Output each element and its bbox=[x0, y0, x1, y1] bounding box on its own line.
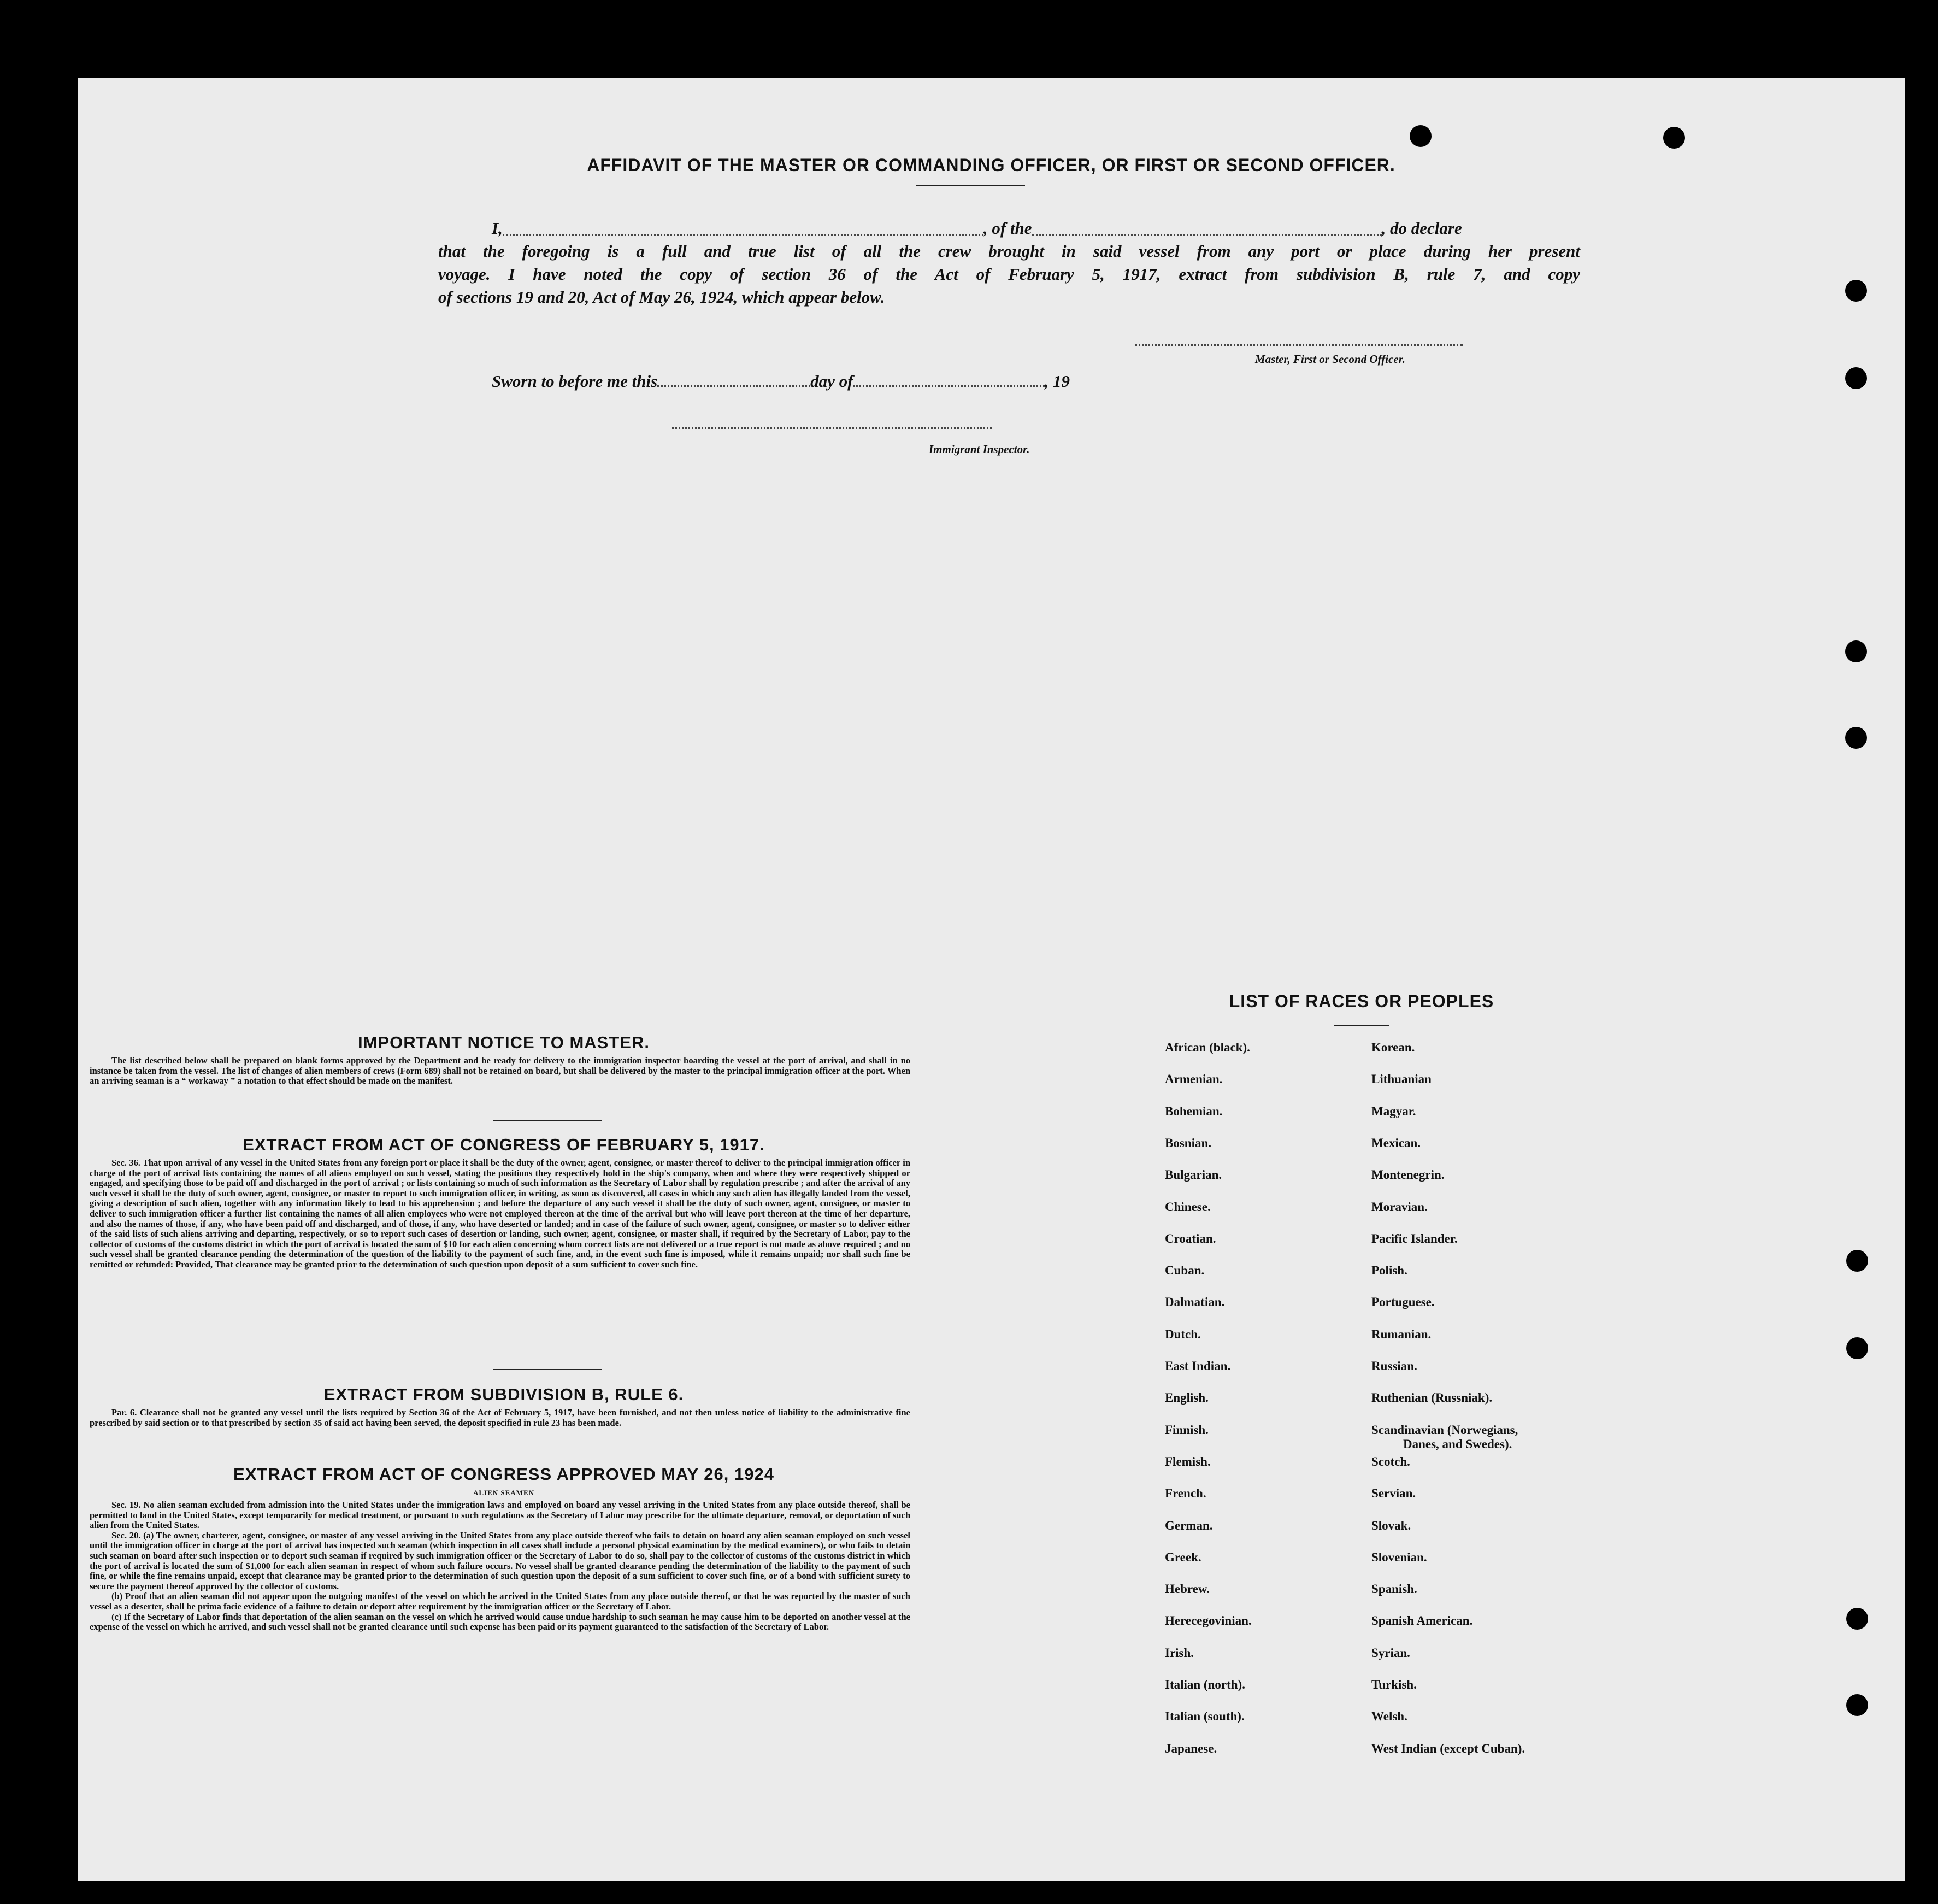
race-item: Irish. bbox=[1165, 1646, 1194, 1660]
day-of-label: day of bbox=[810, 372, 853, 391]
body-line-3: of sections 19 and 20, Act of May 26, 1924, which appear below. bbox=[438, 287, 885, 307]
extract-1917-title: EXTRACT FROM ACT OF CONGRESS OF FEBRUARY 5, 1917. bbox=[243, 1135, 765, 1154]
race-item: Herecegovinian. bbox=[1165, 1614, 1252, 1628]
punch-hole bbox=[1410, 125, 1432, 147]
document-page bbox=[78, 78, 1905, 1881]
race-item: Greek. bbox=[1165, 1550, 1201, 1564]
race-item: Montenegrin. bbox=[1371, 1168, 1445, 1182]
name-field[interactable] bbox=[503, 234, 983, 236]
punch-hole bbox=[1845, 280, 1867, 302]
affidavit-body bbox=[438, 217, 1580, 309]
par-6-text: Par. 6. Clearance shall not be granted any vessel until the lists required by Section 36 of the Act of February 5, 1917, have been furnished, and not then unless notice of liability to the administrative fine prescribed by said section or to that prescribed by section 35 of said act having been served, the deposit specified in rule 23 has been made. bbox=[90, 1407, 910, 1428]
race-item: Dutch. bbox=[1165, 1327, 1201, 1341]
race-item: English. bbox=[1165, 1391, 1209, 1405]
sworn-day-field[interactable] bbox=[657, 385, 810, 387]
race-item: Spanish. bbox=[1371, 1582, 1417, 1596]
extract-1924-title: EXTRACT FROM ACT OF CONGRESS APPROVED MAY 26, 1924 bbox=[233, 1465, 774, 1484]
vessel-field[interactable] bbox=[1032, 234, 1382, 236]
race-item: Turkish. bbox=[1371, 1678, 1417, 1691]
race-item: Syrian. bbox=[1371, 1646, 1410, 1660]
affidavit-title: AFFIDAVIT OF THE MASTER OR COMMANDING OFFICER, OR FIRST OR SECOND OFFICER. bbox=[587, 155, 1395, 175]
notice-title: IMPORTANT NOTICE TO MASTER. bbox=[358, 1033, 650, 1052]
extract-1924-body bbox=[90, 1500, 910, 1632]
races-title: LIST OF RACES OR PEOPLES bbox=[1229, 991, 1494, 1011]
race-item: Magyar. bbox=[1371, 1104, 1416, 1118]
i-label: I, bbox=[492, 219, 503, 238]
race-item: Bosnian. bbox=[1165, 1136, 1212, 1150]
sworn-label: Sworn to before me this bbox=[492, 372, 658, 391]
inspector-caption: Immigrant Inspector. bbox=[929, 443, 1030, 456]
race-item: Ruthenian (Russniak). bbox=[1371, 1391, 1493, 1405]
punch-hole bbox=[1845, 727, 1867, 749]
race-item: Japanese. bbox=[1165, 1741, 1217, 1755]
race-item: Flemish. bbox=[1165, 1454, 1211, 1468]
notice-text: The list described below shall be prepared on blank forms approved by the Department and be ready for delivery to the immigration inspector boarding the vessel at the port of arrival, and shall in no instance be taken from the vessel. The list of changes of alien members of crews (Form 689) shall not be retained on board, but shall be delivered by the master to the principal immigration officer at the port. When an arriving seaman is a “ workaway ” a notation to that effect should be made on the manifest. bbox=[90, 1055, 910, 1086]
race-item: Mexican. bbox=[1371, 1136, 1421, 1150]
race-item: Korean. bbox=[1371, 1041, 1415, 1054]
sec-20a-text: Sec. 20. (a) The owner, charterer, agent, consignee, or master of any vessel arriving in the United States from any place outside thereof who fails to detain on board any alien seaman employed on such vessel until the immigration officer in charge at the port of arrival has inspected such seaman (which inspection in all cases shall include a personal physical examination by the medical examiners), or who fails to detain such seaman on board after such inspection or to deport such seaman if required by such immigration officer or the Secretary of Labor to do so, shall pay to the collector of customs of the customs district in which the port of arrival is located the sum of $1,000 for each alien seaman in respect of whom such failure occurs. No vessel shall be granted clearance pending the determination of the liability to the payment of such fine, or while the fine remains unpaid, except that clearance may be granted prior to the determination of such question upon the deposit of a sum sufficient to cover such fine, or of a bond with sufficient surety to secure the payment thereof approved by the collector of customs. bbox=[90, 1530, 910, 1591]
race-item: Polish. bbox=[1371, 1264, 1407, 1278]
race-item: German. bbox=[1165, 1518, 1213, 1532]
race-item: Chinese. bbox=[1165, 1200, 1211, 1214]
body-line-2: voyage. I have noted the copy of section 36 of the Act of February 5, 1917, extract from subdivision B, rule 7, and copy bbox=[438, 265, 1580, 284]
body-line-1: that the foregoing is a full and true list of all the crew brought in said vessel from any port or place during her present bbox=[438, 242, 1580, 261]
punch-hole bbox=[1845, 640, 1867, 662]
sec-20b-text: (b) Proof that an alien seaman did not appear upon the outgoing manifest of the vessel on which he arrived in the United States from any place outside thereof, or that he was reported by the master of such vessel as a deserter, shall be prima facie evidence of a failure to detain or deport after requirement by the immigration officer or the Secretary of Labor. bbox=[90, 1591, 910, 1612]
section-divider bbox=[493, 1369, 602, 1370]
race-item: Scandinavian (Norwegians, bbox=[1371, 1423, 1518, 1437]
race-item: Danes, and Swedes). bbox=[1403, 1437, 1512, 1451]
declaration-line bbox=[492, 217, 1580, 240]
race-item: Moravian. bbox=[1371, 1200, 1428, 1214]
race-item: East Indian. bbox=[1165, 1359, 1231, 1373]
section-divider bbox=[493, 1120, 602, 1121]
extract-rule6-body bbox=[90, 1408, 910, 1428]
officer-signature-line[interactable] bbox=[1135, 344, 1463, 346]
race-item: Bulgarian. bbox=[1165, 1168, 1222, 1182]
race-item: Servian. bbox=[1371, 1486, 1416, 1501]
punch-hole bbox=[1846, 1250, 1868, 1272]
race-item: Rumanian. bbox=[1371, 1327, 1432, 1341]
race-item: West Indian (except Cuban). bbox=[1371, 1741, 1525, 1755]
race-item: Armenian. bbox=[1165, 1072, 1223, 1086]
race-item: Italian (south). bbox=[1165, 1709, 1245, 1724]
alien-seamen-subtitle: ALIEN SEAMEN bbox=[473, 1489, 535, 1497]
punch-hole bbox=[1846, 1337, 1868, 1359]
race-item: Bohemian. bbox=[1165, 1104, 1223, 1118]
punch-hole bbox=[1846, 1694, 1868, 1716]
sec-20c-text: (c) If the Secretary of Labor finds that deportation of the alien seaman on the vessel on which he arrived would cause undue hardship to such seaman he may cause him to be deported on another vessel at the expense of the vessel on which he arrived, and such vessel shall not be granted clearance until such expense has been paid or its payment guaranteed to the satisfaction of the Secretary of Labor. bbox=[90, 1611, 910, 1632]
punch-hole bbox=[1846, 1608, 1868, 1630]
notice-body bbox=[90, 1056, 910, 1086]
of-the-label: , of the bbox=[983, 219, 1032, 238]
race-item: Cuban. bbox=[1165, 1264, 1205, 1278]
title-underline bbox=[916, 185, 1025, 186]
race-item: Finnish. bbox=[1165, 1423, 1209, 1437]
race-item: Slovenian. bbox=[1371, 1550, 1427, 1564]
races-title-underline bbox=[1334, 1025, 1389, 1026]
race-item: Russian. bbox=[1371, 1359, 1417, 1373]
sworn-line bbox=[492, 372, 1070, 391]
punch-hole bbox=[1845, 367, 1867, 389]
officer-signature-caption: Master, First or Second Officer. bbox=[1255, 352, 1405, 366]
race-item: Scotch. bbox=[1371, 1454, 1410, 1468]
race-item: French. bbox=[1165, 1486, 1206, 1501]
year-label: , 19 bbox=[1044, 372, 1070, 391]
race-item: African (black). bbox=[1165, 1041, 1250, 1054]
do-declare-label: , do declare bbox=[1381, 219, 1462, 238]
race-item: Spanish American. bbox=[1371, 1614, 1473, 1628]
race-item: Croatian. bbox=[1165, 1231, 1216, 1245]
section-36-text: Sec. 36. That upon arrival of any vessel in the United States from any foreign port or place it shall be the duty of the owner, agent, consignee, or master thereof to deliver to the principal immigration officer in charge of the port of arrival lists containing the names of all aliens employed on such vessel, stating the positions they respectively hold in the ship's company, when and where they were respectively shipped or engaged, and specifying those to be paid off and discharged in the port of arrival ; or lists containing so much of such information as the Secretary of Labor shall by regulation prescribe ; and after the arrival of any such vessel it shall be the duty of such owner, agent, consignee, or master to report to such immigration officer, in writing, as soon as discovered, all cases in which any such alien has illegally landed from the vessel, giving a description of such alien, together with any information likely to lead to his apprehension ; and before the departure of any such vessel it shall be the duty of such owner, agent, consignee, or master to deliver to such immigration officer a further list containing the names of all alien employees who were not employed thereon at the time of the arrival but who will leave port thereon at the time of her departure, and also the names of those, if any, who have been paid off and discharged, and of those, if any, who have deserted or landed; and in case of the failure of such owner, agent, consignee, or master so to deliver either of the said lists of such aliens arriving and departing, respectively, or so to report such cases of desertion or landing, such owner, agent, consignee, or master shall, if required by the Secretary of Labor, pay to the collector of customs of the customs district in which the port of arrival is located the sum of $10 for each alien concerning whom correct lists are not delivered or a true report is not made as above required ; and no such vessel shall be granted clearance pending the determination of the question of the liability to the payment of such fine, and, in the event such fine is imposed, while it remains unpaid; nor shall such fine be remitted or refunded: Provided, That clearance may be granted prior to the determination of such question upon deposit of a sum sufficient to cover such fine. bbox=[90, 1157, 910, 1270]
race-item: Lithuanian bbox=[1371, 1072, 1432, 1086]
extract-rule6-title: EXTRACT FROM SUBDIVISION B, RULE 6. bbox=[323, 1385, 684, 1404]
race-item: Hebrew. bbox=[1165, 1582, 1210, 1596]
race-item: Pacific Islander. bbox=[1371, 1231, 1458, 1245]
extract-1917-body bbox=[90, 1158, 910, 1270]
inspector-signature-line[interactable] bbox=[672, 427, 992, 429]
race-item: Dalmatian. bbox=[1165, 1295, 1225, 1309]
race-item: Slovak. bbox=[1371, 1518, 1411, 1532]
race-item: Portuguese. bbox=[1371, 1295, 1435, 1309]
punch-hole bbox=[1663, 127, 1685, 149]
race-item: Welsh. bbox=[1371, 1709, 1407, 1724]
sec-19-text: Sec. 19. No alien seaman excluded from admission into the United States under the immigration laws and employed on board any vessel arriving in the United States from any place outside thereof, shall be permitted to land in the United States, except temporarily for medical treatment, or pursuant to such regulations as the Secretary of Labor may prescribe for the ultimate departure, removal, or deportation of such alien from the United States. bbox=[90, 1500, 910, 1531]
race-item: Italian (north). bbox=[1165, 1678, 1245, 1691]
sworn-month-field[interactable] bbox=[853, 385, 1045, 387]
